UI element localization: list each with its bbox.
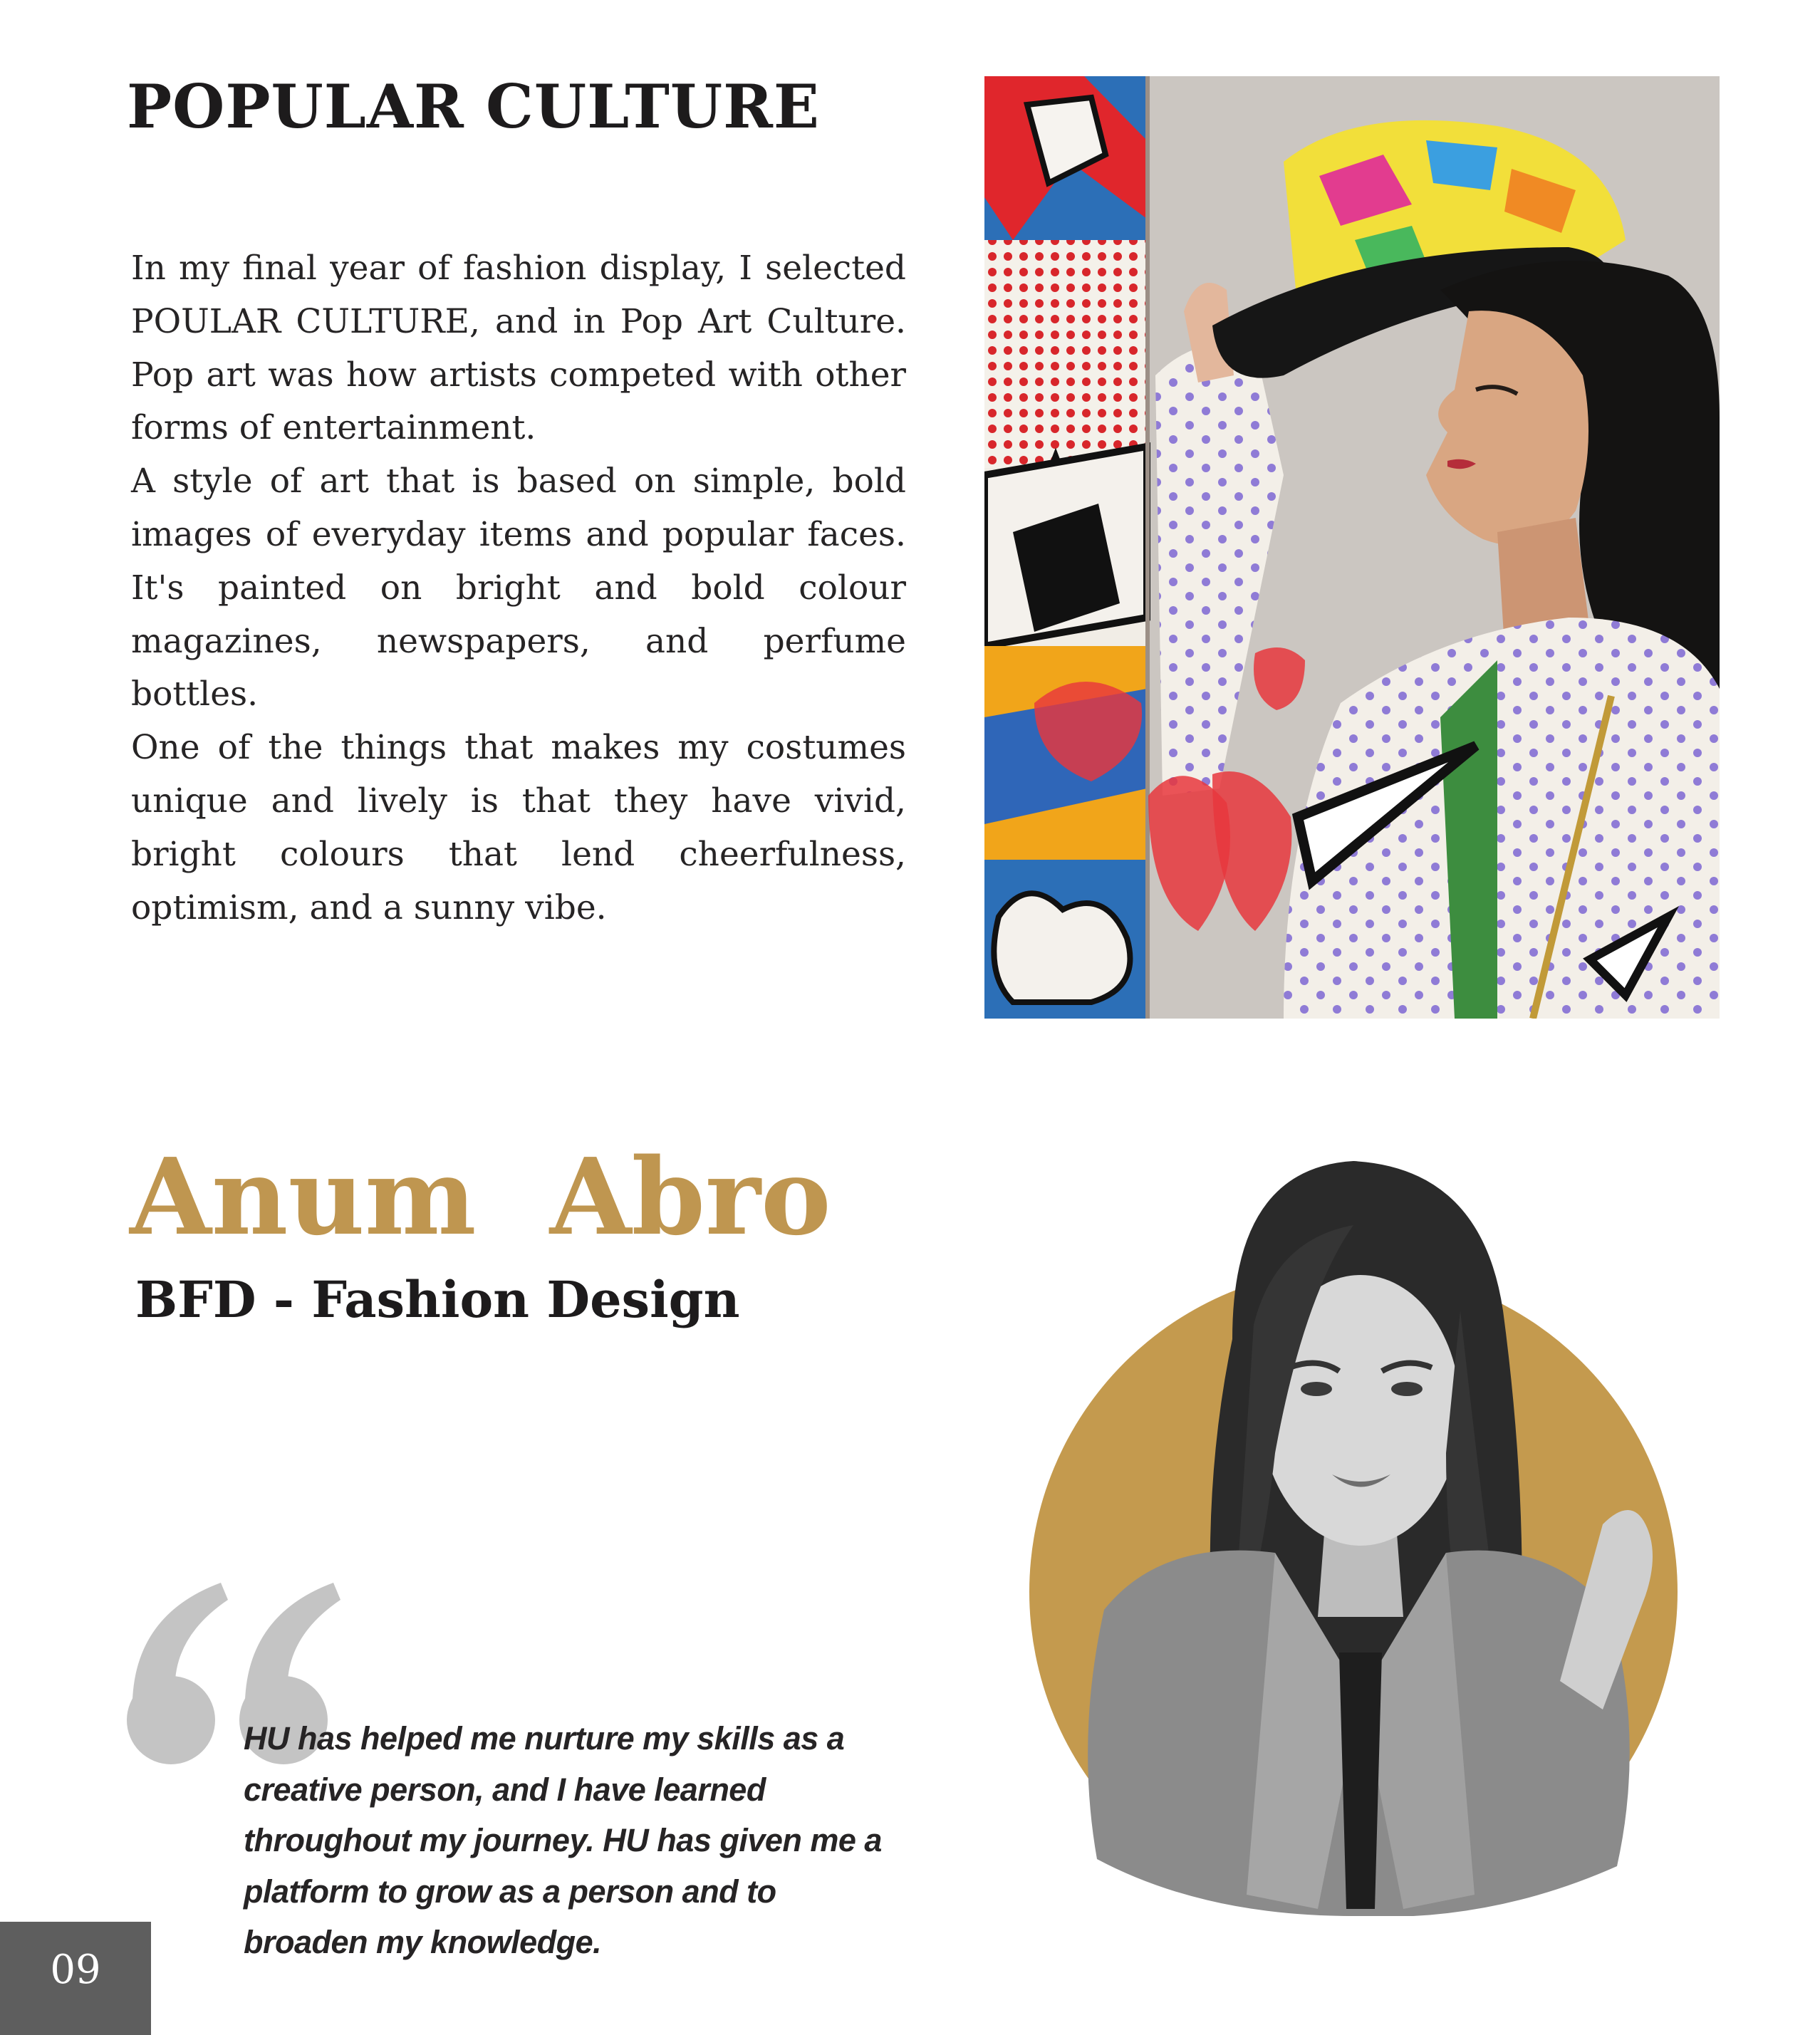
- body-paragraph: In my final year of fashion display, I selected POULAR CULTURE, and in Pop Art Culture. Pop art was how artists competed with other forms of entertainment.: [131, 249, 906, 448]
- testimonial-quote: HU has helped me nurture my skills as a creative person, and I have learned throughout my journey. HU has given me a platform to grow as a person and to broaden my knowledge.: [244, 1720, 882, 1960]
- page-number: 09: [50, 1947, 101, 1993]
- student-name: Anum Abro: [130, 1135, 831, 1259]
- body-paragraph: A style of art that is based on simple, bold images of everyday items and popular faces. It's painted on bright and bold colour magazines, newspapers, and perfume bottles.: [131, 462, 906, 714]
- pop-art-model-photo: [984, 76, 1720, 1019]
- page-number-box: [0, 1922, 151, 2035]
- section-title: POPULAR CULTURE: [127, 71, 820, 142]
- body-paragraph: One of the things that makes my costumes unique and lively is that they have vivid, bright colours that lend cheerfulness, optimism, and a sunny vibe.: [131, 728, 906, 927]
- student-program: BFD - Fashion Design: [135, 1270, 740, 1329]
- student-portrait: [1019, 1154, 1731, 1916]
- body-text: [131, 242, 906, 935]
